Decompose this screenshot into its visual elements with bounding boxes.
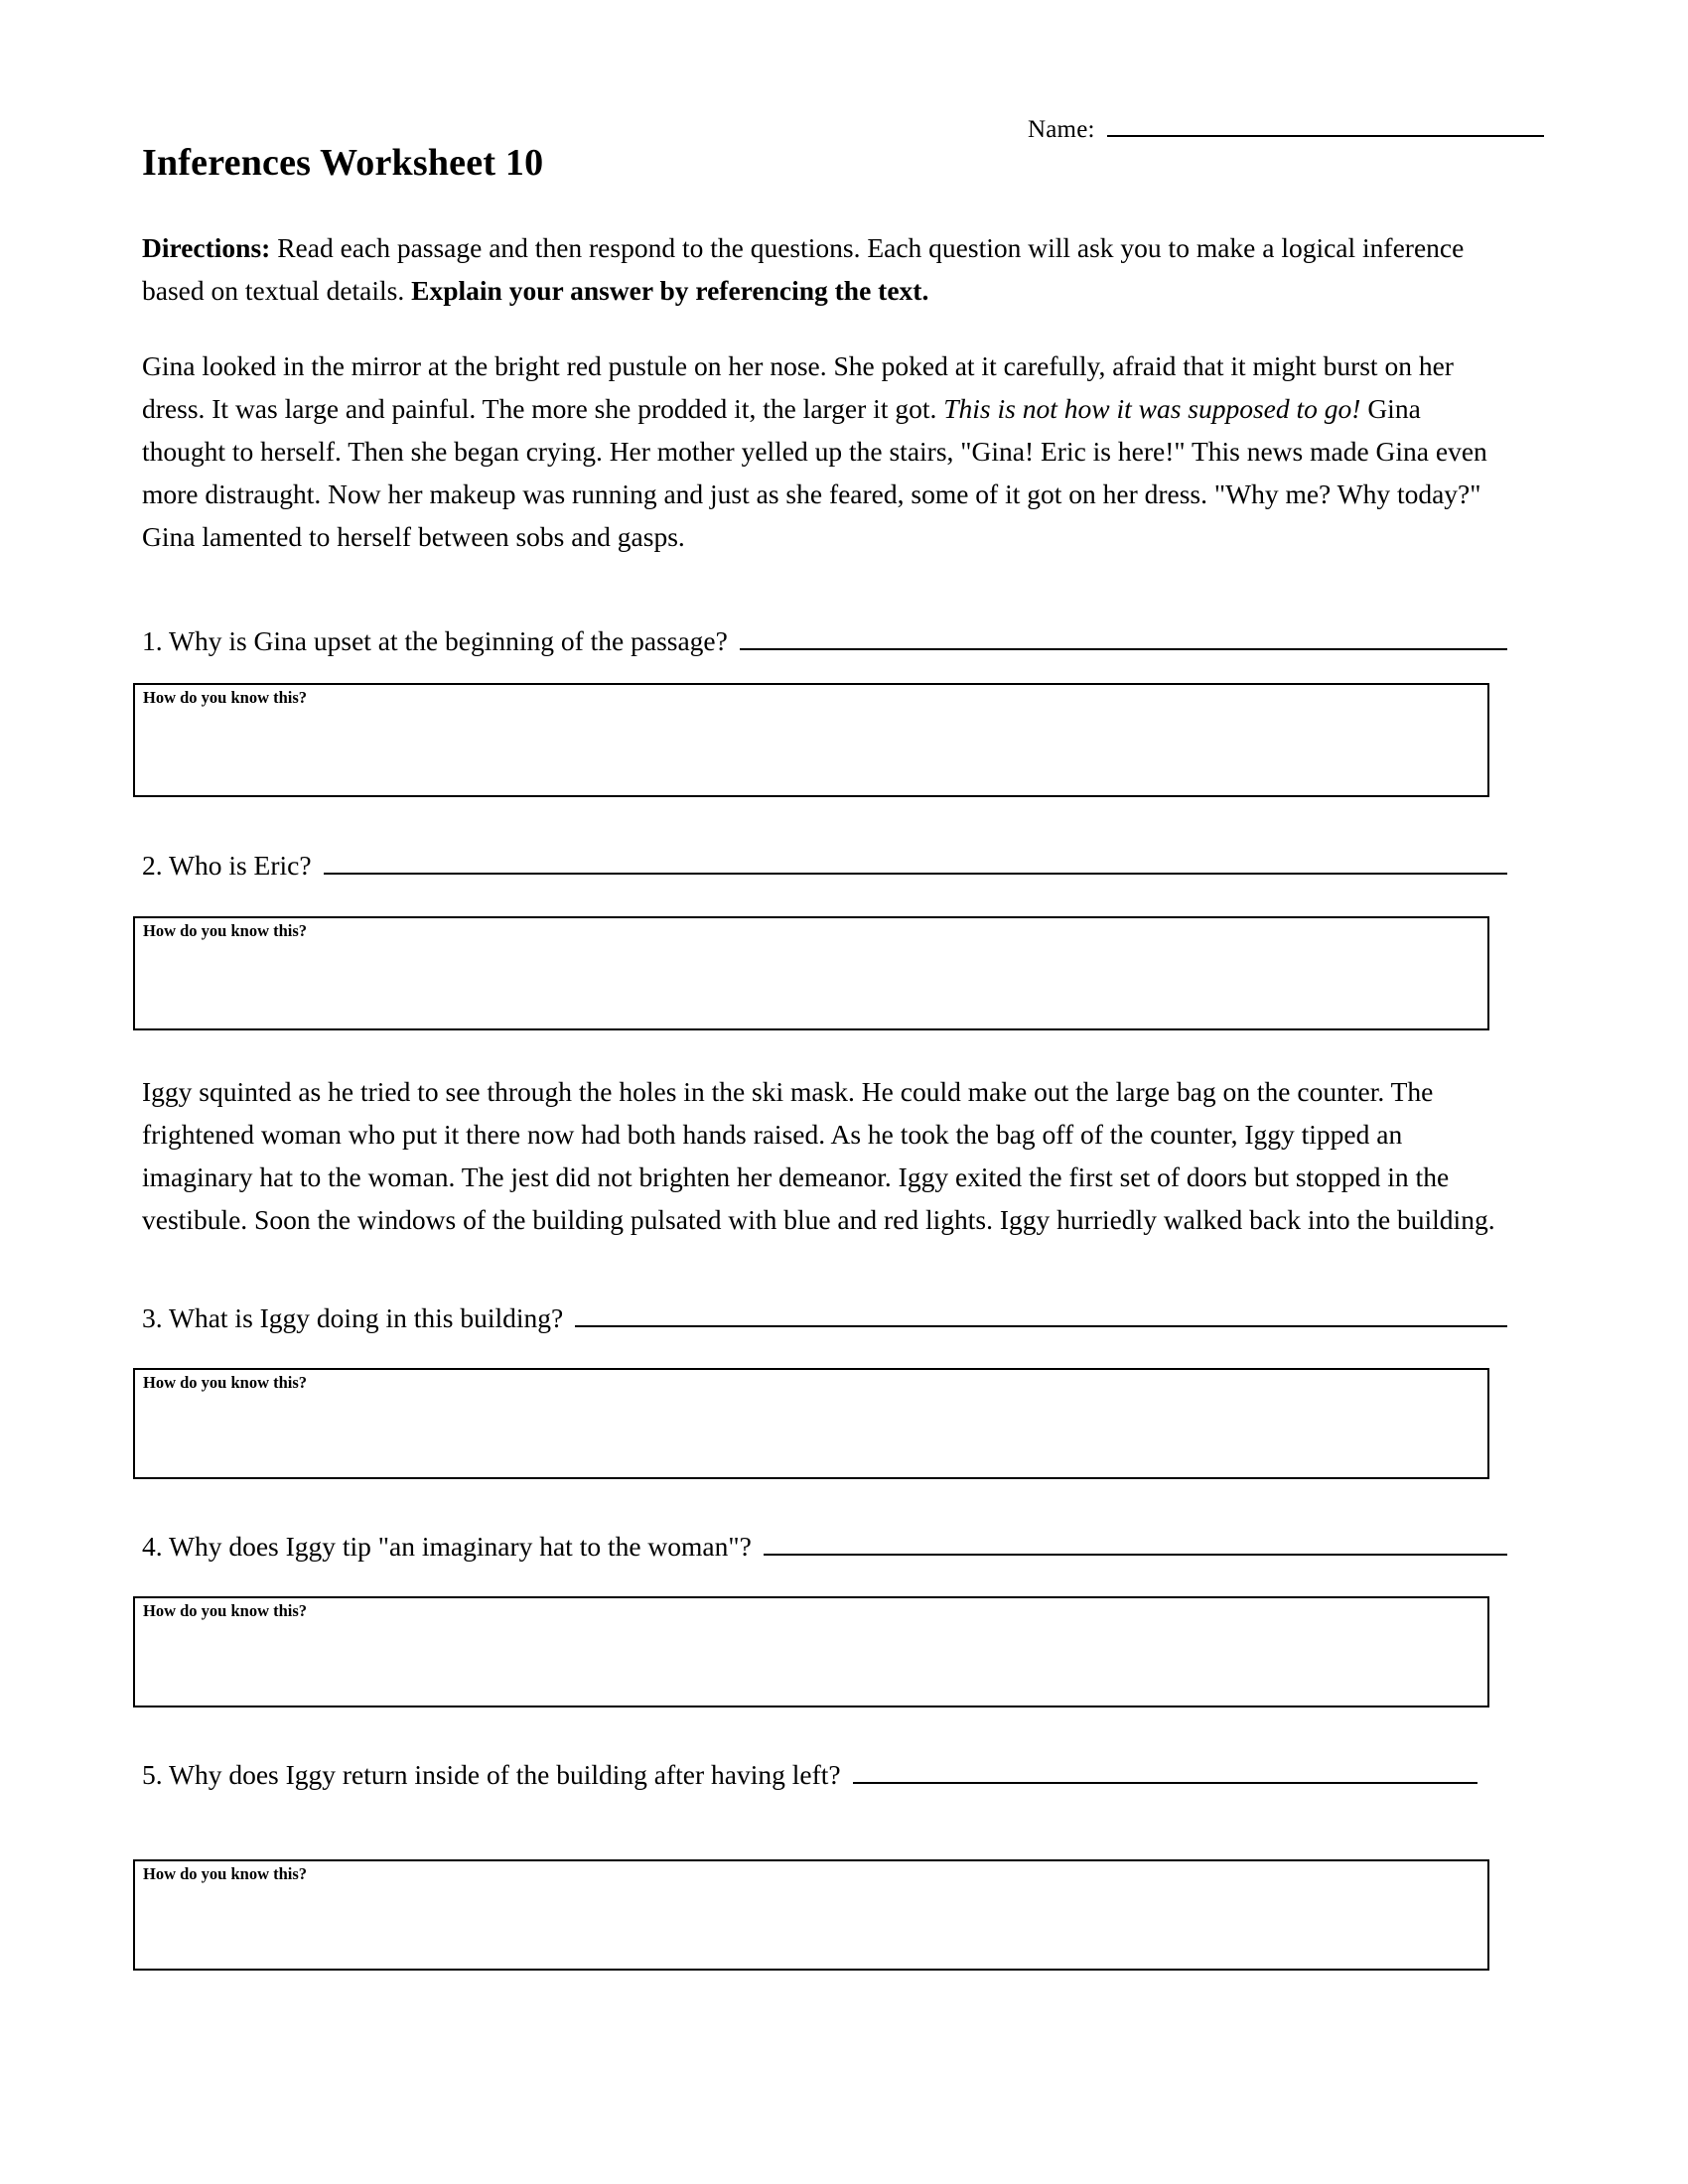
question-4-text: 4. Why does Iggy tip "an imaginary hat to the woman"? <box>142 1531 752 1562</box>
question-1-answer-line[interactable] <box>740 626 1507 650</box>
question-3-answer-line[interactable] <box>575 1303 1507 1327</box>
question-5-answer-line[interactable] <box>853 1760 1477 1784</box>
answer-box-3[interactable] <box>133 1368 1489 1479</box>
answer-box-5[interactable] <box>133 1859 1489 1971</box>
directions-emphasis: Explain your answer by referencing the text. <box>411 275 929 306</box>
question-1-text: 1. Why is Gina upset at the beginning of the passage? <box>142 625 728 656</box>
directions-paragraph <box>142 226 1502 312</box>
answer-box-5-label: How do you know this? <box>143 1864 308 1883</box>
question-2-answer-line[interactable] <box>324 851 1507 875</box>
question-3 <box>142 1298 1507 1338</box>
passage-2-text: Iggy squinted as he tried to see through the holes in the ski mask. He could make out the large bag on the counter. The frightened woman who put it there now had both hands raised. As he took the bag off of the counter, Iggy tipped an imaginary hat to the woman. The jest did not brighten her demeanor. Iggy exited the first set of doors but stopped in the vestibule. Soon the windows of the building pulsated with blue and red lights. Iggy hurriedly walked back into the building. <box>142 1076 1495 1235</box>
question-5-text: 5. Why does Iggy return inside of the building after having left? <box>142 1759 841 1790</box>
passage-1-text-part-2: Gina thought to herself. Then she began crying. Her mother yelled up the stairs, "Gina! Eric is here!" This news made Gina even more distraught. Now her makeup was running and just as she feared, some of it got on her dress. "Why me? Why today?" Gina lamented to herself between sobs and gasps. <box>142 393 1487 552</box>
question-3-text: 3. What is Iggy doing in this building? <box>142 1302 564 1333</box>
answer-box-4[interactable] <box>133 1596 1489 1707</box>
answer-box-2-label: How do you know this? <box>143 921 308 940</box>
name-write-line[interactable] <box>1107 115 1544 137</box>
question-1 <box>142 621 1507 661</box>
passage-1-text-part-1: Gina looked in the mirror at the bright red pustule on her nose. She poked at it carefully, afraid that it might burst on her dress. It was large and painful. The more she prodded it, the larger it got. <box>142 350 1454 424</box>
question-4 <box>142 1527 1507 1567</box>
page-title: Inferences Worksheet 10 <box>142 142 544 184</box>
directions-body: Read each passage and then respond to the questions. Each question will ask you to make a logical inference based on textual details. <box>142 232 1465 306</box>
question-4-answer-line[interactable] <box>764 1532 1507 1556</box>
name-label: Name: <box>1028 116 1095 143</box>
passage-1-italic-thought: This is not how it was supposed to go! <box>943 393 1361 424</box>
answer-box-1[interactable] <box>133 683 1489 797</box>
answer-box-1-label: How do you know this? <box>143 688 308 707</box>
question-2-text: 2. Who is Eric? <box>142 850 312 881</box>
name-field[interactable] <box>1028 115 1544 142</box>
answer-box-3-label: How do you know this? <box>143 1373 308 1392</box>
answer-box-4-label: How do you know this? <box>143 1601 308 1620</box>
question-5 <box>142 1755 1477 1795</box>
directions-label: Directions: <box>142 232 271 263</box>
passage-1 <box>142 344 1507 558</box>
answer-box-2[interactable] <box>133 916 1489 1030</box>
passage-2 <box>142 1070 1507 1241</box>
question-2 <box>142 846 1507 886</box>
